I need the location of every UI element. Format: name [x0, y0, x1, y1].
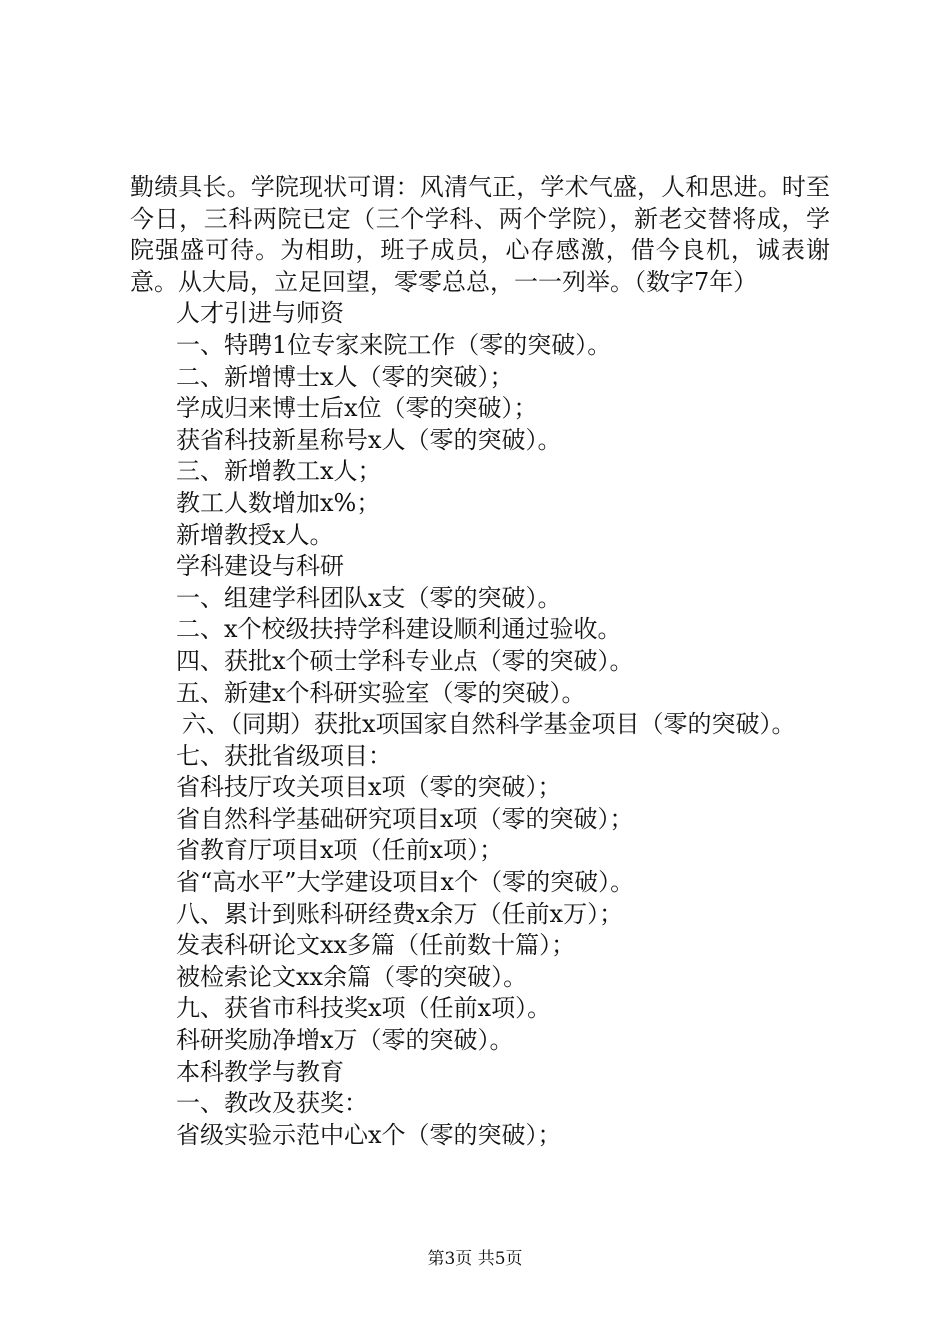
list-item: 学成归来博士后x位（零的突破）； — [176, 394, 538, 423]
list-item: 七、获批省级项目： — [176, 741, 392, 770]
section-heading-teaching: 本科教学与教育 — [176, 1057, 344, 1086]
list-item: 二、新增博士x人（零的突破）； — [176, 362, 514, 391]
list-item: 二、x个校级扶持学科建设顺利通过验收。 — [176, 615, 622, 644]
list-item: 八、累计到账科研经费x余万（任前x万）； — [176, 899, 624, 928]
list-item: 获省科技新星称号x人（零的突破）。 — [176, 425, 562, 454]
wrapped-list-item: 六、（同期）获批x项国家自然科学基金项目（零的突破）。 — [182, 710, 796, 739]
list-item: 一、特聘1位专家来院工作（零的突破）。 — [176, 330, 612, 359]
list-item: 省“高水平”大学建设项目x个（零的突破）。 — [176, 868, 635, 897]
list-item: 教工人数增加x%； — [176, 488, 381, 517]
list-item: 一、组建学科团队x支（零的突破）。 — [176, 583, 562, 612]
list-item: 五、新建x个科研实验室（零的突破）。 — [176, 678, 586, 707]
list-item: 省级实验示范中心x个（零的突破）； — [176, 1120, 562, 1149]
list-item: 发表科研论文xx多篇（任前数十篇）； — [176, 931, 576, 960]
list-item: 新增教授x人。 — [176, 520, 334, 549]
list-item: 省科技厅攻关项目x项（零的突破）； — [176, 773, 562, 802]
list-item: 省自然科学基础研究项目x项（零的突破）； — [176, 804, 634, 833]
list-item: 被检索论文xx余篇（零的突破）。 — [176, 962, 528, 991]
section-heading-talent: 人才引进与师资 — [176, 299, 344, 328]
list-item: 四、获批x个硕士学科专业点（零的突破）。 — [176, 646, 634, 675]
list-item: 省教育厅项目x项（任前x项）； — [176, 836, 504, 865]
list-item: 九、获省市科技奖x项（任前x项）。 — [176, 994, 552, 1023]
list-item: 一、教改及获奖： — [176, 1089, 368, 1118]
list-item: 三、新增教工x人； — [176, 457, 382, 486]
document-body — [130, 172, 830, 1151]
list-item: 科研奖励净增x万（零的突破）。 — [176, 1026, 514, 1055]
intro-paragraph: 勤绩具长。学院现状可谓：风清气正，学术气盛，人和思进。时至今日，三科两院已定（三个学科、两个学院），新老交替将成，学院强盛可待。为相助，班子成员，心存感激，借今良机，诚表谢意。从大局，立足回望，零零总总，一一列举。（数字7年） — [130, 173, 830, 296]
section-heading-discipline: 学科建设与科研 — [176, 552, 344, 581]
page-number-footer: 第3页 共5页 — [427, 1249, 523, 1269]
